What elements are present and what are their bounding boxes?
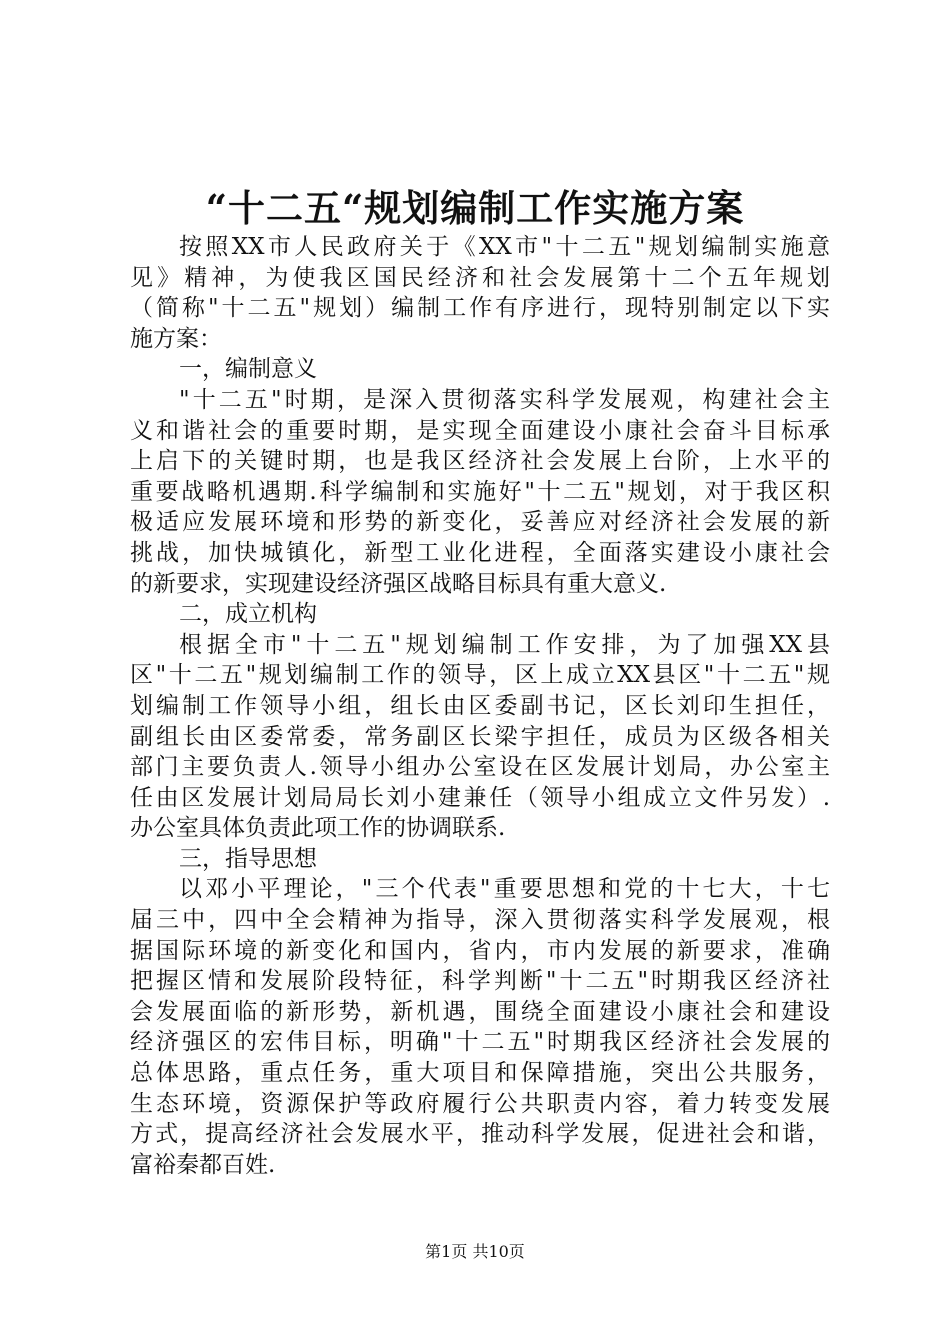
page-number-footer: 第1页 共10页	[425, 1242, 525, 1261]
paragraph-line: 把握区情和发展阶段特征，科学判断"十二五"时期我区经济社	[130, 968, 830, 995]
paragraph-line: 划编制工作领导小组，组长由区委副书记，区长刘印生担任，	[130, 692, 830, 719]
paragraph-line: 据国际环境的新变化和国内，省内，市内发展的新要求，准确	[130, 937, 830, 964]
paragraph-line: 见》精神，为使我区国民经济和社会发展第十二个五年规划	[130, 264, 830, 291]
paragraph-line: 生态环境，资源保护等政府履行公共职责内容，着力转变发展	[130, 1090, 830, 1117]
paragraph-line: （简称"十二五"规划）编制工作有序进行，现特别制定以下实	[130, 295, 830, 322]
paragraph-line: 富裕秦都百姓.	[130, 1151, 276, 1178]
paragraph-line: 经济强区的宏伟目标，明确"十二五"时期我区经济社会发展的	[130, 1029, 830, 1056]
paragraph-line: 总体思路，重点任务，重大项目和保障措施，突出公共服务，	[130, 1060, 830, 1087]
page-title: “十二五“规划编制工作实施方案	[205, 186, 745, 230]
paragraph-line: 办公室具体负责此项工作的协调联系.	[130, 815, 506, 842]
section-heading: 一，编制意义	[179, 356, 317, 383]
paragraph-line: 部门主要负责人.领导小组办公室设在区发展计划局，办公室主	[130, 754, 830, 781]
paragraph-line: 根据全市"十二五"规划编制工作安排，为了加强XX县	[179, 631, 830, 658]
paragraph-line: 极适应发展环境和形势的新变化，妥善应对经济社会发展的新	[130, 509, 830, 536]
paragraph-line: 重要战略机遇期.科学编制和实施好"十二五"规划，对于我区积	[130, 478, 830, 505]
paragraph-line: 义和谐社会的重要时期，是实现全面建设小康社会奋斗目标承	[130, 417, 830, 444]
paragraph-line: 以邓小平理论，"三个代表"重要思想和党的十七大，十七	[179, 876, 830, 903]
paragraph-line: 方式，提高经济社会发展水平，推动科学发展，促进社会和谐，	[130, 1121, 830, 1148]
paragraph-line: "十二五"时期，是深入贯彻落实科学发展观，构建社会主	[179, 386, 830, 413]
paragraph-line: 的新要求，实现建设经济强区战略目标具有重大意义.	[130, 570, 667, 597]
paragraph-line: 会发展面临的新形势，新机遇，围绕全面建设小康社会和建设	[130, 998, 830, 1025]
paragraph-line: 挑战，加快城镇化，新型工业化进程，全面落实建设小康社会	[130, 539, 830, 566]
paragraph-line: 副组长由区委常委，常务副区长梁宇担任，成员为区级各相关	[130, 723, 830, 750]
section-heading: 三，指导思想	[179, 845, 317, 872]
paragraph-line: 区"十二五"规划编制工作的领导，区上成立XX县区"十二五"规	[130, 662, 830, 689]
document-body	[130, 232, 830, 1180]
paragraph-line: 施方案：	[130, 325, 222, 352]
section-heading: 二，成立机构	[179, 601, 317, 628]
paragraph-line: 任由区发展计划局局长刘小建兼任（领导小组成立文件另发）.	[130, 784, 830, 811]
paragraph-line: 上启下的关键时期，也是我区经济社会发展上台阶，上水平的	[130, 448, 830, 475]
paragraph-line: 按照XX市人民政府关于《XX市"十二五"规划编制实施意	[179, 234, 830, 260]
paragraph-line: 届三中，四中全会精神为指导，深入贯彻落实科学发展观，根	[130, 907, 830, 934]
